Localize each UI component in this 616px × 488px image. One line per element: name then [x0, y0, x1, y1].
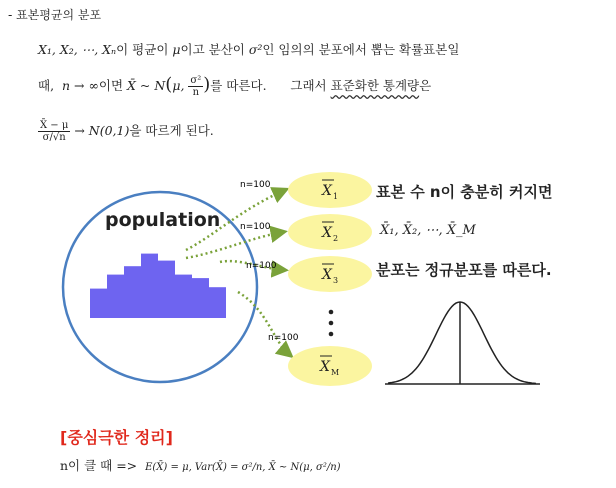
standardized-statistic: 표준화한 통계량 [330, 78, 420, 93]
limit-expr: n → ∞ [62, 78, 99, 93]
population-label: population [105, 209, 221, 231]
sample-mean-3-base: X [322, 267, 332, 283]
clt-lead: n이 클 때 => [60, 458, 138, 473]
std-frac-den: σ/√n [42, 132, 66, 143]
sample-mean-4-sub: M [331, 368, 340, 377]
section-heading: - 표본평균의 분포 [8, 8, 102, 22]
sample-variables: X₁, X₂, ⋯, Xₙ [38, 42, 117, 57]
standardized-fraction [38, 120, 70, 143]
sample-size-label-1: n=100 [240, 180, 271, 190]
histogram-bar [192, 278, 209, 318]
histogram-bar [90, 289, 107, 318]
clt-title: [중심극한 정리] [60, 428, 173, 447]
mu-symbol: μ [172, 42, 181, 57]
sample-mean-ellipse-4 [288, 346, 372, 386]
xbar-distribution: X̄ ~ N [127, 78, 166, 93]
sample-mean-4-base: X [320, 359, 330, 375]
histogram-bar [158, 261, 175, 318]
para2-text1: 이면 [98, 78, 128, 93]
paragraph-3 [38, 120, 214, 143]
frac-den: n [192, 87, 200, 98]
right-text-2: 분포는 정규분포를 따른다. [376, 261, 552, 279]
sample-mean-2-sub: 2 [333, 234, 339, 243]
paragraph-2 [38, 74, 431, 98]
sample-mean-3-sub: 3 [333, 276, 339, 285]
histogram-bar [124, 266, 141, 318]
sample-mean-2-base: X [322, 225, 332, 241]
frac-num: σ² [190, 75, 202, 86]
normal-curve [388, 302, 536, 384]
para3-text: 을 따르게 된다. [129, 123, 214, 138]
right-text-1: 표본 수 n이 충분히 커지면 [376, 183, 553, 201]
histogram-bar [141, 254, 158, 318]
para2-lead: 때, [38, 78, 55, 93]
para2-text2: 를 따른다. [210, 78, 267, 93]
histogram-bar [107, 275, 124, 318]
para2-text3: 그래서 [290, 78, 331, 93]
clt-formula-line [60, 456, 341, 474]
para1-text2: 이고 분산이 [180, 42, 249, 57]
sample-size-label-3: n=100 [246, 261, 277, 271]
para1-text3: 인 임의의 분포에서 뽑는 확률표본일 [262, 42, 460, 57]
paren-open: ( [165, 74, 173, 95]
vertical-ellipsis [329, 310, 334, 337]
paren-mu: μ, [172, 78, 185, 93]
para1-text1: 이 평균이 [116, 42, 173, 57]
sample-mean-sequence: X̄₁, X̄₂, ⋯, X̄_M [380, 223, 476, 238]
variance-fraction [188, 75, 203, 98]
paragraph-1 [38, 40, 459, 58]
histogram-bar [175, 275, 192, 318]
converges-to-normal: → N(0,1) [74, 123, 130, 138]
clt-formula: E(X̄) = μ, Var(X̄) = σ²/n, X̄ ~ N(μ, σ²/n) [145, 462, 341, 473]
histogram-bar [209, 287, 226, 318]
sample-mean-1-base: X [322, 183, 332, 199]
sigma2-symbol: σ² [248, 42, 263, 57]
sample-size-label-4: n=100 [268, 333, 299, 343]
para2-text4: 은 [419, 78, 432, 93]
sample-size-label-2: n=100 [240, 222, 271, 232]
sample-mean-1-sub: 1 [333, 192, 339, 201]
paren-close: ) [203, 74, 211, 95]
std-frac-num: X̄ − μ [40, 120, 69, 131]
